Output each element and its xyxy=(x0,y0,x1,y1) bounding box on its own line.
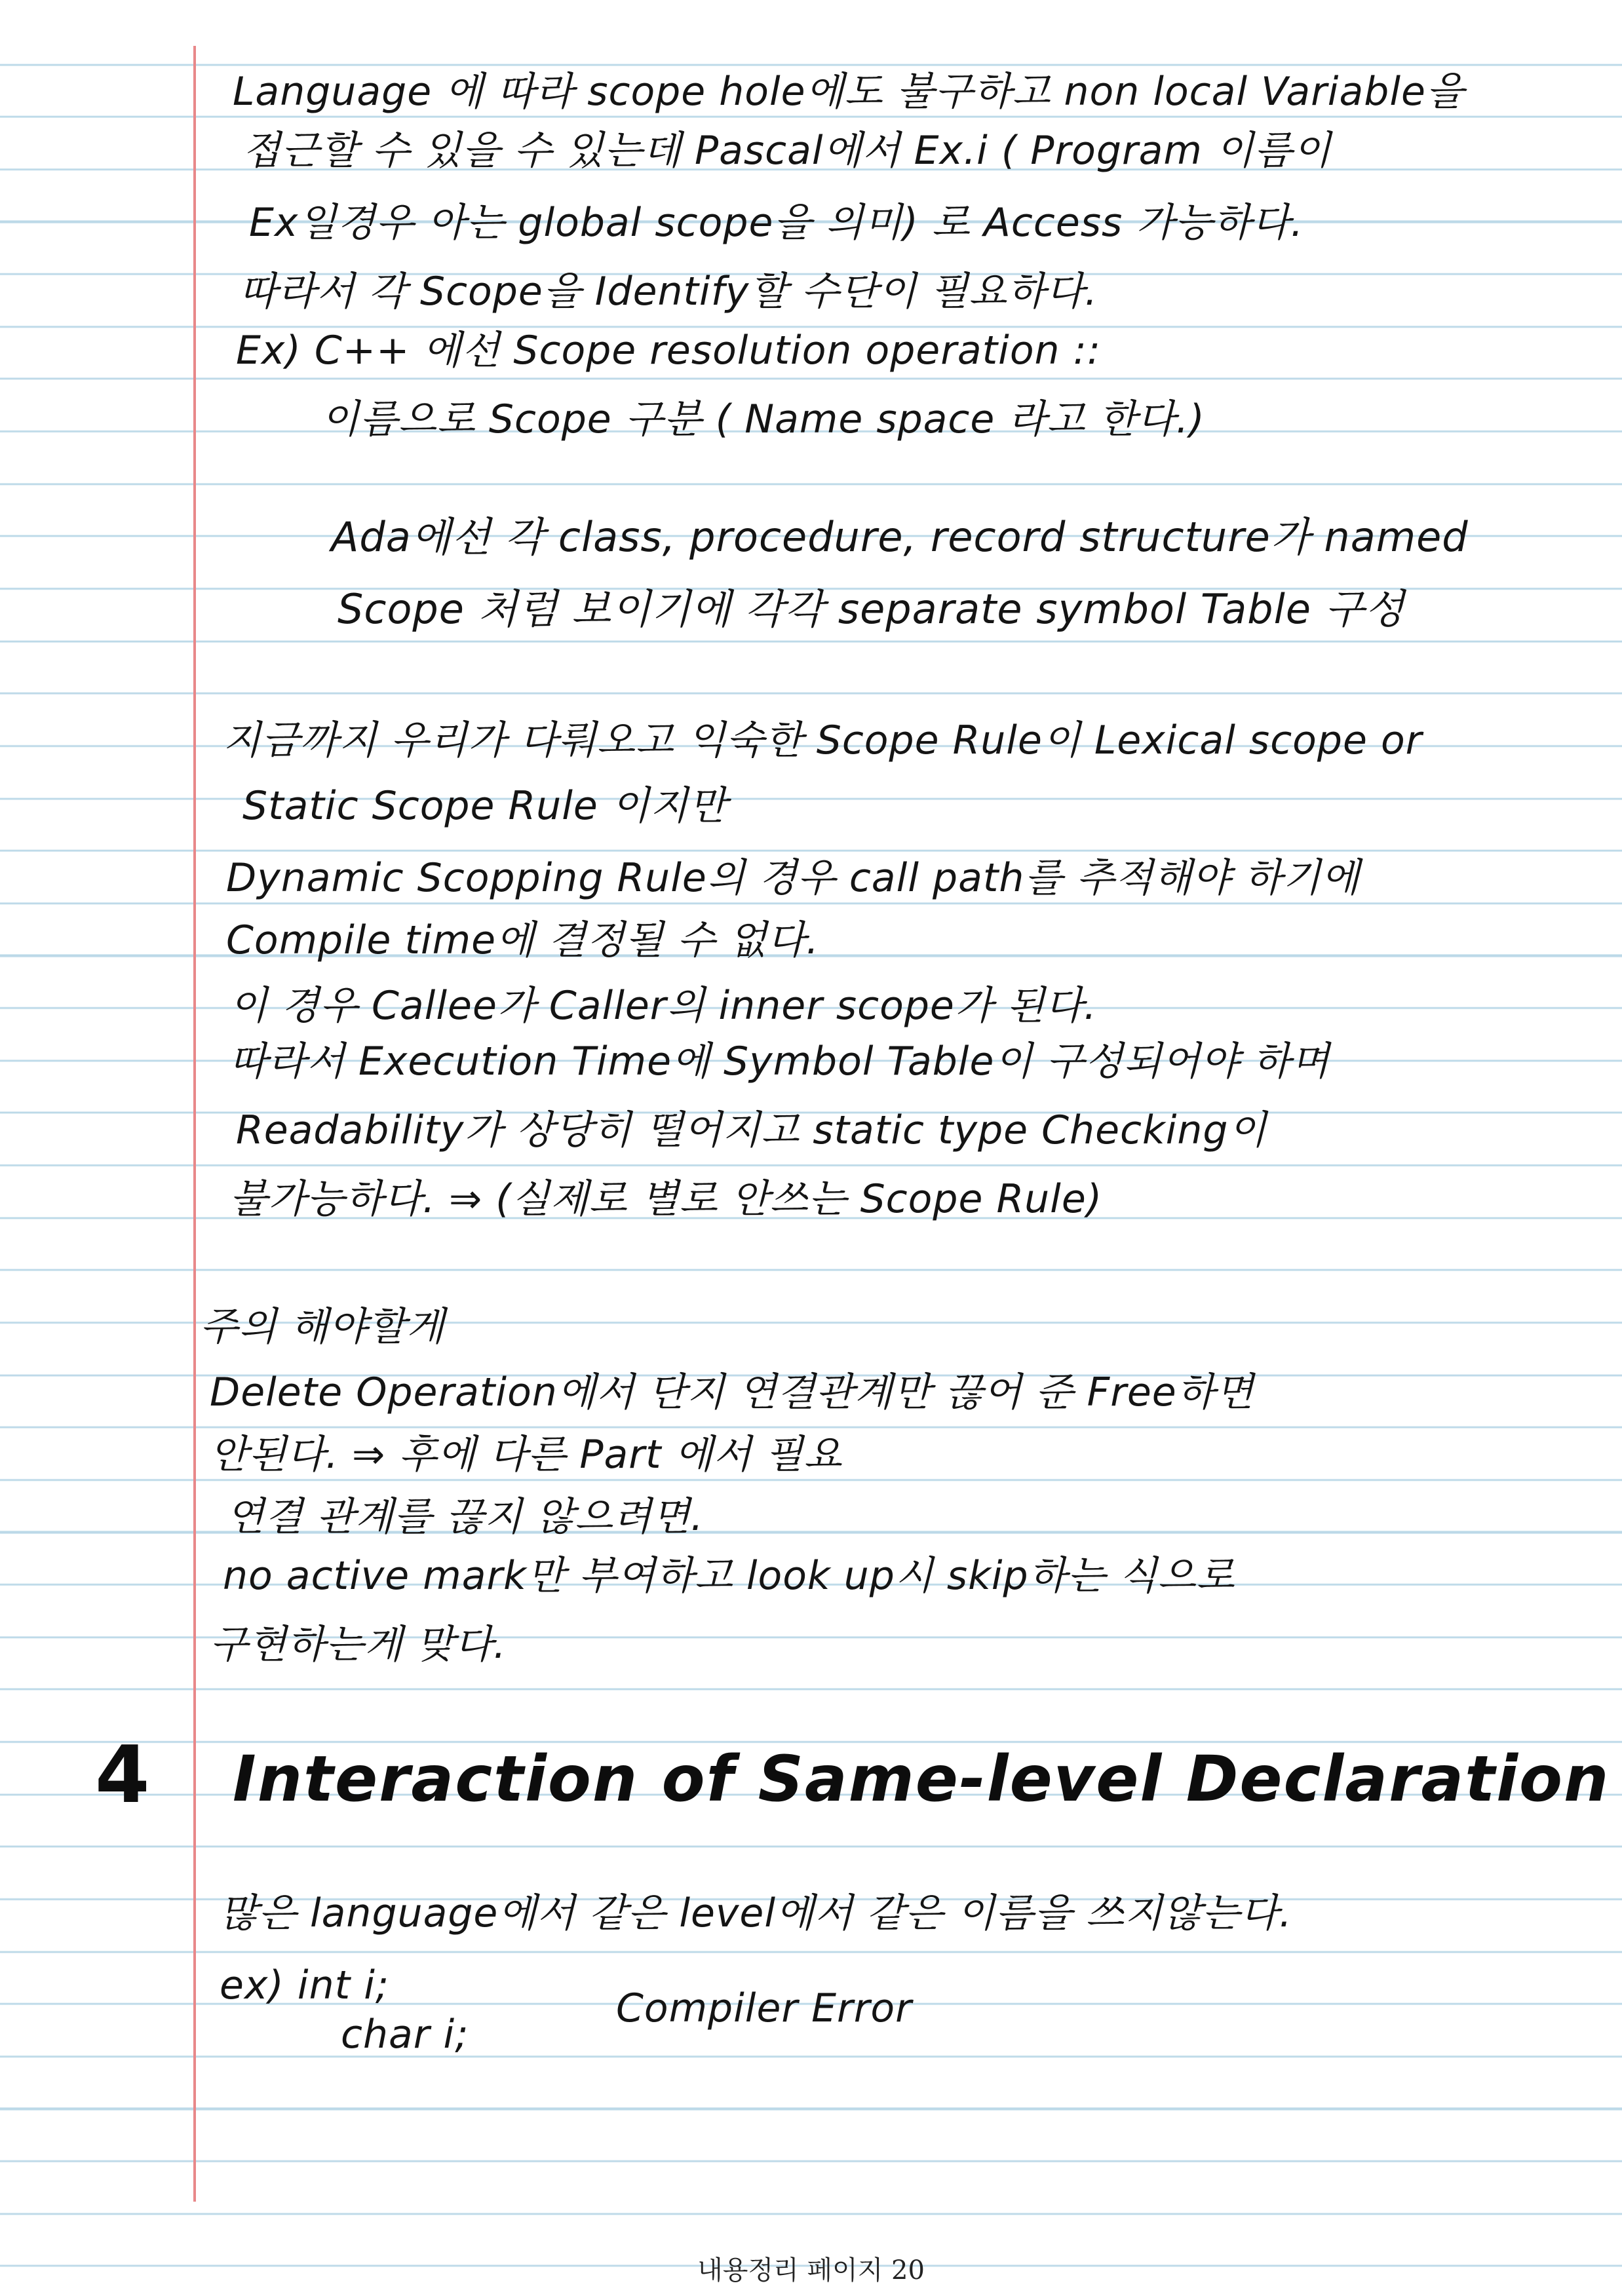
note-line: Static Scope Rule 이지만 xyxy=(242,783,727,829)
note-line: 많은 language에서 같은 level에서 같은 이름을 쓰지않는다. xyxy=(220,1890,1292,1936)
note-line: 따라서 Execution Time에 Symbol Table이 구성되어야 하며 xyxy=(229,1039,1330,1084)
note-line: 구현하는게 맞다. xyxy=(210,1622,507,1668)
note-line: 접근할 수 있을 수 있는데 Pascal에서 Ex.i ( Program 이름이 xyxy=(242,128,1332,174)
code-line: ex) int i; xyxy=(220,1962,390,2008)
notebook-margin-line xyxy=(193,46,196,2202)
note-line: Ada에선 각 class, procedure, record structure가 named xyxy=(331,513,1469,561)
note-line: Ex) C++ 에선 Scope resolution operation :: xyxy=(236,328,1102,373)
note-line: 불가능하다. ⇒ (실제로 별로 안쓰는 Scope Rule) xyxy=(229,1176,1103,1222)
note-line: no active mark만 부여하고 look up시 skip하는 식으로 xyxy=(223,1553,1235,1599)
note-line: Delete Operation에서 단지 연결관계만 끊어 준 Free하면 xyxy=(210,1369,1254,1415)
section-title: Interaction of Same-level Declaration xyxy=(233,1742,1610,1816)
note-line: 주의 해야할게 xyxy=(200,1304,445,1350)
note-line: Dynamic Scopping Rule의 경우 call path를 추적해야 하기에 xyxy=(226,855,1361,901)
note-line: Compiler Error xyxy=(616,1985,912,2031)
note-line: Scope 처럼 보이기에 각각 separate symbol Table 구성 xyxy=(338,585,1405,633)
note-line: 이 경우 Callee가 Caller의 inner scope가 된다. xyxy=(229,983,1097,1029)
note-line: 지금까지 우리가 다뤄오고 익숙한 Scope Rule이 Lexical scope or xyxy=(223,718,1423,763)
note-line: 따라서 각 Scope을 Identify할 수단이 필요하다. xyxy=(239,269,1098,315)
page-footer: 내용정리 페이지 20 xyxy=(697,2255,925,2286)
note-line: 안된다. ⇒ 후에 다른 Part 에서 필요 xyxy=(210,1432,843,1478)
note-line: Language 에 따라 scope hole에도 불구하고 non local Variable을 xyxy=(233,69,1465,115)
note-line: 연결 관계를 끊지 않으려면. xyxy=(226,1494,704,1540)
code-line: char i; xyxy=(341,2012,469,2057)
note-line: 이름으로 Scope 구분 ( Name space 라고 한다.) xyxy=(321,396,1205,442)
note-line: Readability가 상당히 떨어지고 static type Checking이 xyxy=(236,1107,1267,1153)
note-line: Ex일경우 아는 global scope을 의미) 로 Access 가능하다. xyxy=(249,200,1304,246)
section-number: 4 xyxy=(95,1730,150,1821)
note-line: Compile time에 결정될 수 없다. xyxy=(226,917,820,963)
